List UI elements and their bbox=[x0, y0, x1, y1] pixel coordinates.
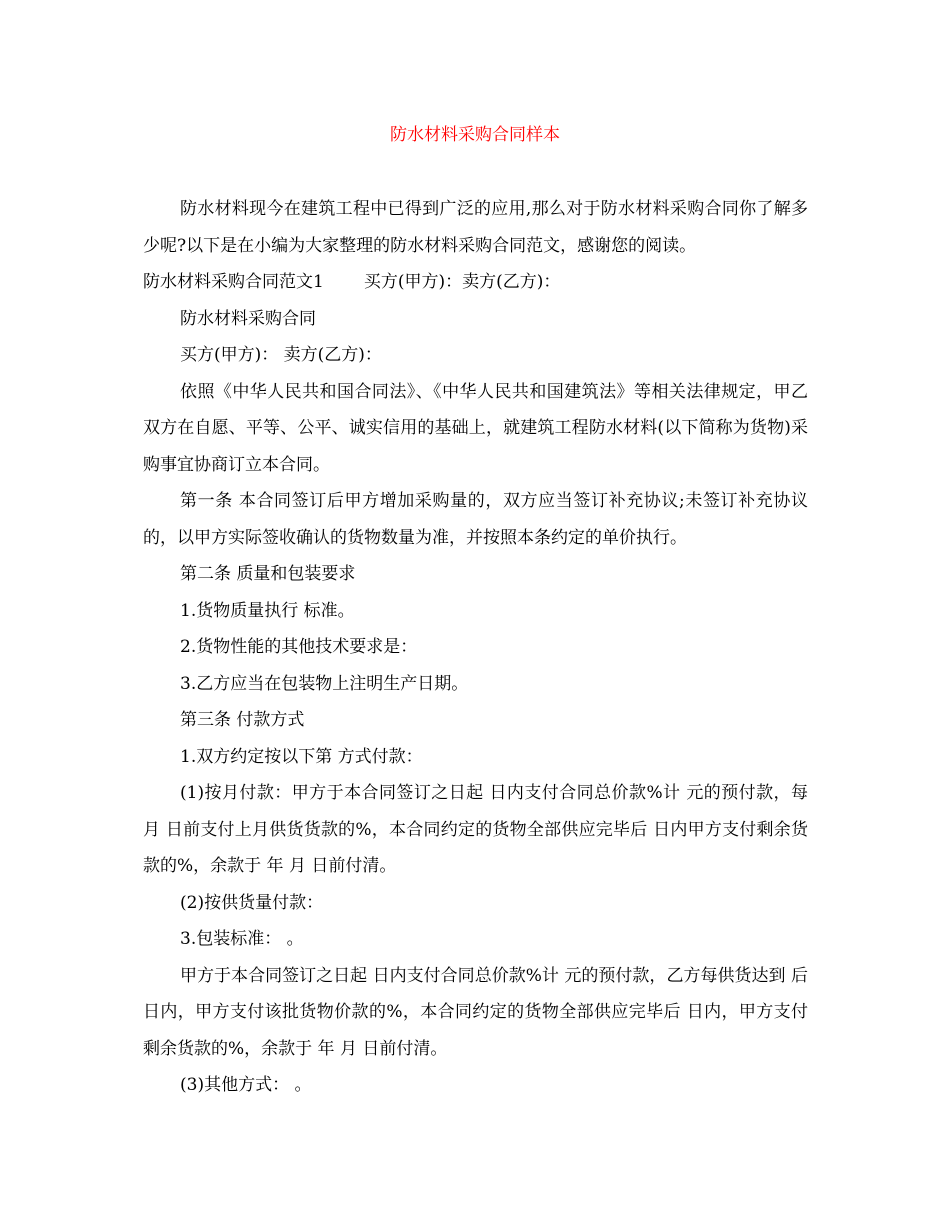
document-title: 防水材料采购合同样本 bbox=[390, 125, 560, 145]
article-3-item-1: 1.双方约定按以下第 方式付款： bbox=[180, 746, 423, 767]
other-method-line: (3)其他方式： 。 bbox=[180, 1075, 312, 1095]
article-2-item-2: 2.货物性能的其他技术要求是： bbox=[180, 637, 418, 657]
article-2-heading: 第二条 质量和包装要求 bbox=[180, 564, 356, 584]
article-3-heading: 第三条 付款方式 bbox=[180, 710, 305, 730]
sample-label: 防水材料采购合同范文1 bbox=[143, 272, 324, 292]
article-1-paragraph: 第一条 本合同签订后甲方增加采购量的，双方应当签订补充协议;未签订补充协议的，以甲方实际签收确认的货物数量为准，并按照本条约定的单价执行。 bbox=[143, 491, 808, 548]
sample-heading-line bbox=[143, 264, 808, 301]
article-2-item-3: 3.乙方应当在包装物上注明生产日期。 bbox=[180, 673, 469, 694]
intro-paragraph: 防水材料现今在建筑工程中已得到广泛的应用,那么对于防水材料采购合同你了解多少呢?以下是在小编为大家整理的防水材料采购合同范文，感谢您的阅读。 bbox=[143, 199, 808, 256]
monthly-payment-paragraph: (1)按月付款：甲方于本合同签订之日起 日内支付合同总价款%计 元的预付款，每月 日前支付上月供货货款的%，本合同约定的货物全部供应完毕后 日内甲方支付剩余货款的%，余款于 年 月 日前付清。 bbox=[143, 783, 808, 876]
quantity-payment-heading: (2)按供货量付款： bbox=[180, 892, 324, 913]
document-body bbox=[143, 191, 808, 1104]
sample-parties: 买方(甲方)：卖方(乙方)： bbox=[363, 272, 561, 292]
article-2-item-1: 1.货物质量执行 标准。 bbox=[180, 600, 355, 621]
quantity-payment-detail: 甲方于本合同签订之日起 日内支付合同总价款%计 元的预付款，乙方每供货达到 后 日内，甲方支付该批货物价款的%，本合同约定的货物全部供应完毕后 日内，甲方支付剩余货款的%，余款于 年 月 日前付清。 bbox=[143, 965, 808, 1059]
packaging-standard-line: 3.包装标准： 。 bbox=[180, 929, 304, 949]
basis-paragraph: 依照《中华人民共和国合同法》、《中华人民共和国建筑法》等相关法律规定，甲乙双方在自愿、平等、公平、诚实信用的基础上，就建筑工程防水材料(以下简称为货物)采购事宜协商订立本合同。 bbox=[143, 381, 808, 475]
parties-line: 买方(甲方)： 卖方(乙方)： bbox=[180, 345, 382, 365]
contract-title: 防水材料采购合同 bbox=[180, 308, 316, 329]
